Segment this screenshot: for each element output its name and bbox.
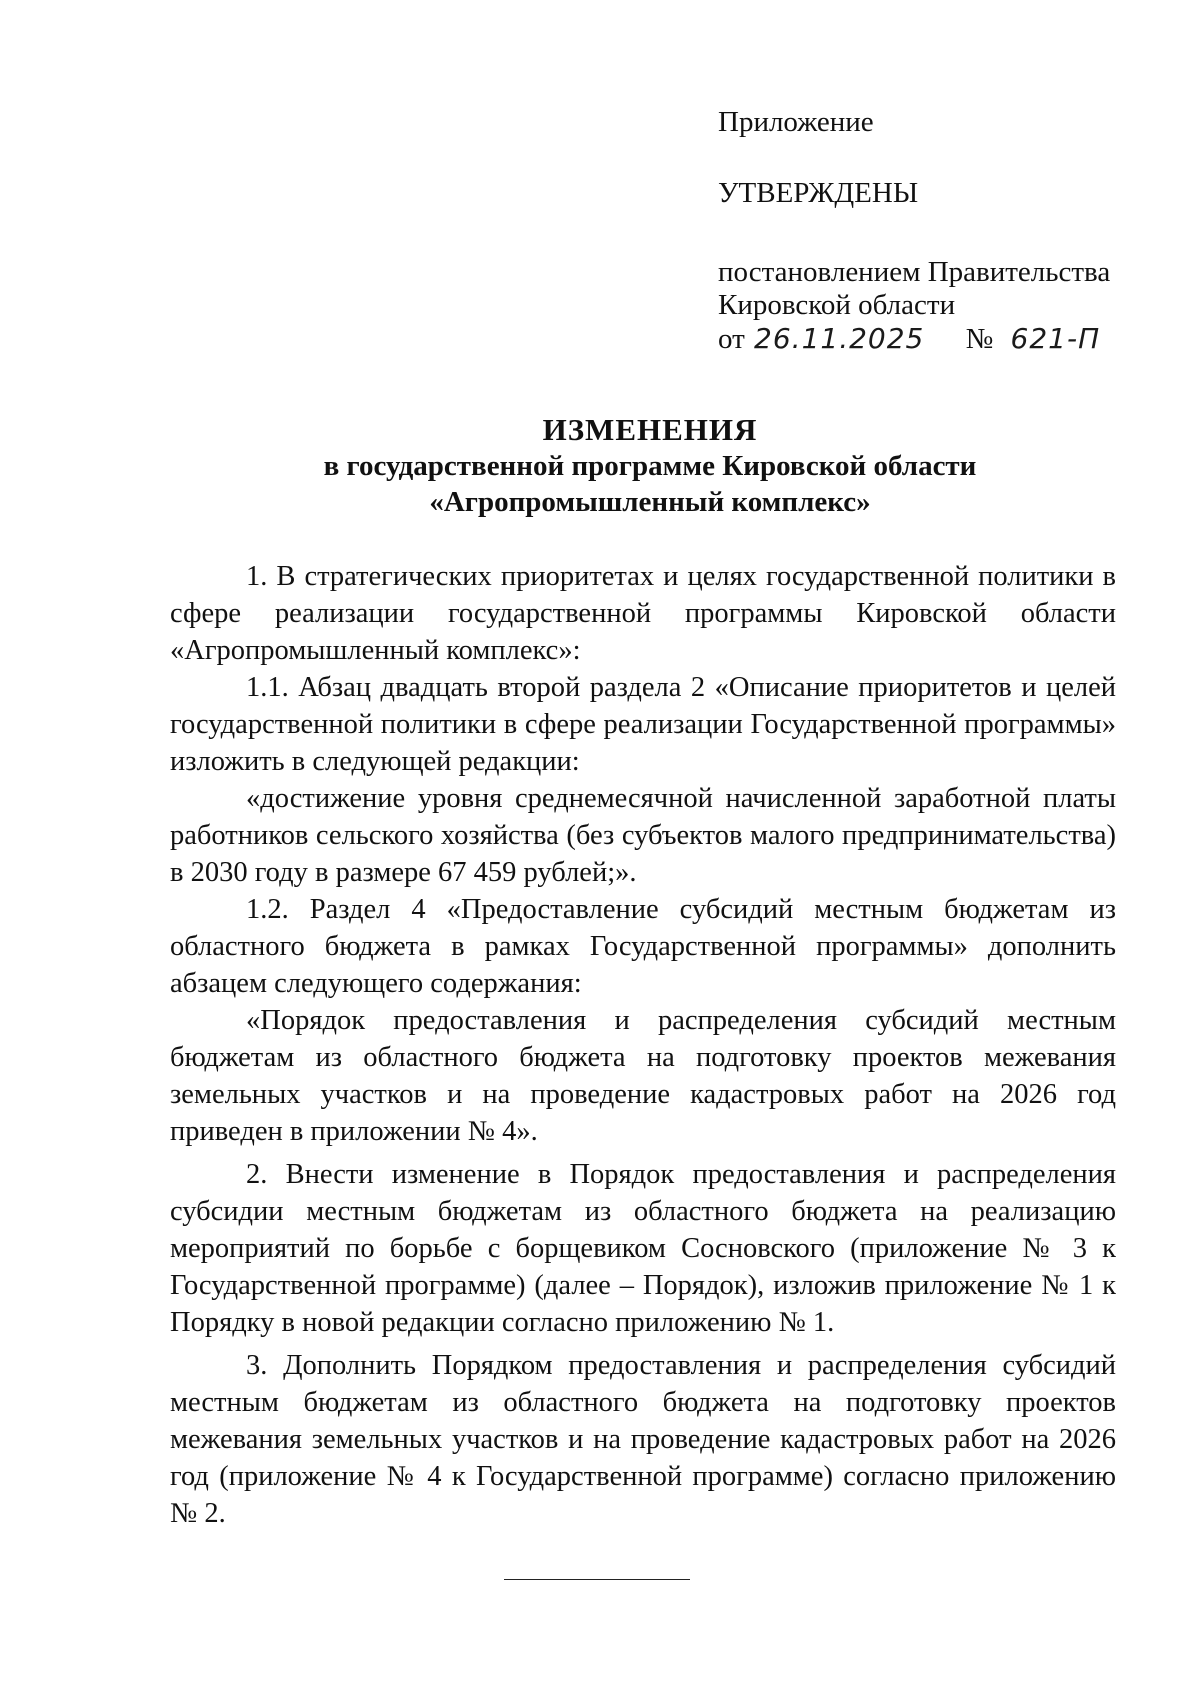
approval-block (718, 106, 1118, 356)
appendix-label: Приложение (718, 106, 874, 138)
paragraph-2: 2. Внести изменение в Порядок предоставления и распределения субсидии местным бюджетам из областного бюджета на реализацию мероприятий по борьбе с борщевиком Сосновского (приложение № 3 к Государственной программе) (далее – Порядок), изложив приложение № 1 к Порядку в новой редакции согласно приложению № 1. (170, 1159, 1116, 1338)
decree-line-2: Кировской области (718, 289, 956, 321)
document-title (160, 412, 1140, 520)
end-divider (504, 1579, 690, 1580)
title-line-3: «Агропромышленный комплекс» (429, 486, 871, 518)
title-line-1: ИЗМЕНЕНИЯ (542, 412, 758, 447)
title-line-2: в государственной программе Кировской области (323, 450, 977, 482)
handwritten-number: 621-П (1010, 322, 1101, 355)
paragraph-1-2: 1.2. Раздел 4 «Предоставление субсидий местным бюджетам из областного бюджета в рамках Государственной программы» дополнить абзацем следующего содержания: (170, 894, 1116, 999)
document-body (170, 558, 1116, 1532)
paragraph-3: 3. Дополнить Порядком предоставления и распределения субсидий местным бюджетам из областного бюджета на подготовку проектов межевания земельных участков и на проведение кадастровых работ на 2026 год (приложение № 4 к Государственной программе) согласно приложению № 2. (170, 1350, 1116, 1529)
decree-line-1: постановлением Правительства (718, 256, 1111, 288)
paragraph-1: 1. В стратегических приоритетах и целях государственной политики в сфере реализации государственной программы Кировской области «Агропромышленный комплекс»: (170, 561, 1116, 666)
handwritten-date: 26.11.2025 (754, 322, 925, 355)
paragraph-1-1: 1.1. Абзац двадцать второй раздела 2 «Описание приоритетов и целей государственной политики в сфере реализации Государственной программы» изложить в следующей редакции: (170, 672, 1116, 777)
approved-label: УТВЕРЖДЕНЫ (718, 177, 919, 209)
decree-date-number-line (718, 322, 1118, 356)
paragraph-1-1-quote: «достижение уровня среднемесячной начисленной заработной платы работников сельского хозяйства (без субъектов малого предпринимательства) в 2030 году в размере 67 459 рублей;». (170, 783, 1116, 888)
paragraph-1-2-quote: «Порядок предоставления и распределения субсидий местным бюджетам из областного бюджета на подготовку проектов межевания земельных участков и на проведение кадастровых работ на 2026 год приведен в приложении № 4». (170, 1005, 1116, 1147)
date-prefix: от (718, 323, 745, 355)
number-prefix: № (965, 323, 994, 355)
